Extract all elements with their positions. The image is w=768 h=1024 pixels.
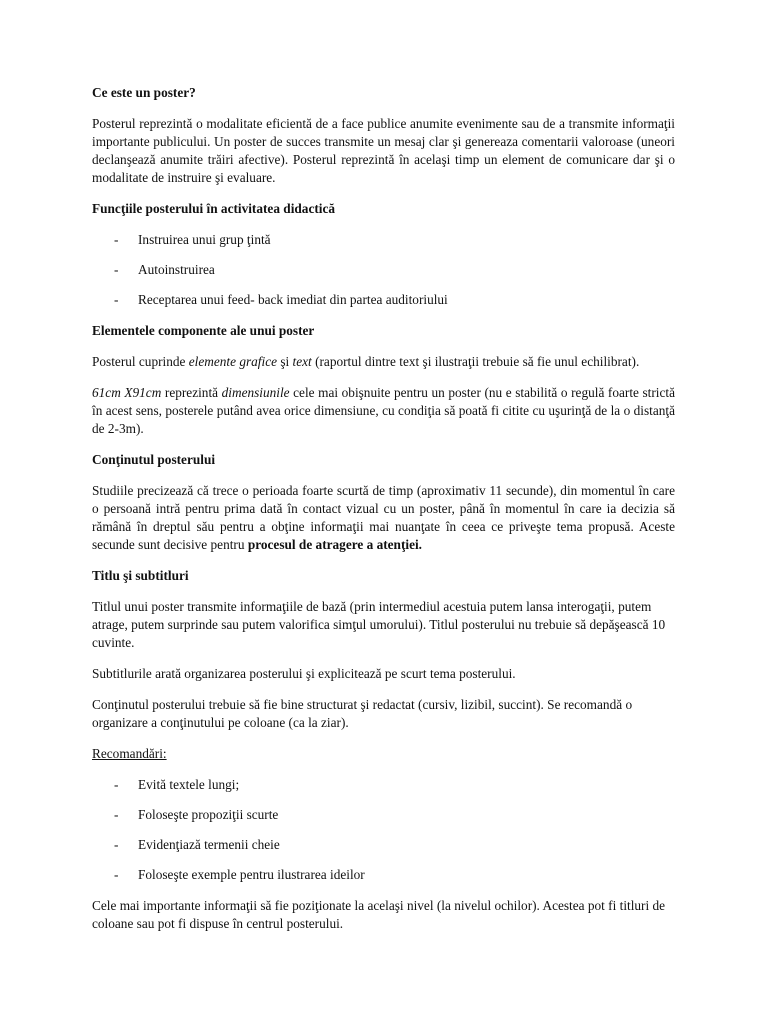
paragraph-poster-definition: Posterul reprezintă o modalitate eficientă de a face publice anumite evenimente sau de a transmite informaţii importante publicului. Un poster de succes transmite un mesaj clar şi genereaza comentarii valoroase (uneori declanşează anumite trăiri afective). Posterul reprezintă în acelaşi timp un element de comunicare dar şi o modalitate de instruire şi evaluare. [92,116,675,185]
emphasis-text: text [292,354,312,369]
functions-list [92,231,675,309]
heading-title-subtitles: Titlu şi subtitluri [92,568,189,583]
bold-attention-process: procesul de atragere a atenţiei. [247,537,422,552]
dash-bullet: - [114,232,119,247]
heading-poster-components: Elementele componente ale unui poster [92,323,315,338]
paragraph-eye-level: Cele mai importante informaţii să fie poziţionate la acelaşi nivel (la nivelul ochilor). Acestea pot fi titluri de coloane sau pot fi dispuse în centrul posterului. [92,898,666,931]
dash-bullet: - [114,837,119,852]
text-run: reprezintă [161,385,222,400]
dash-bullet: - [114,262,119,277]
recommendations-label [92,745,675,763]
list-item [92,231,675,249]
dash-bullet: - [114,777,119,792]
paragraph-title-info: Titlul unui poster transmite informaţiile de bază (prin intermediul acestuia putem lansa interogaţii, putem atrage, putem surprinde sau putem valorifica simţul umorului). Titlul posterului nu trebuie să depăşească 10 cuvinte. [92,599,666,650]
list-item-text: Autoinstruirea [138,262,215,277]
text-run: (raportul dintre text şi ilustraţii trebuie să fie unul echilibrat). [311,354,640,369]
underlined-label: Recomandări: [92,746,167,761]
list-item [92,291,675,309]
text-run: Posterul cuprinde [92,354,189,369]
emphasis-graphic-elements: elemente grafice [188,354,278,369]
text-run: şi [277,354,293,369]
text-run: Studiile precizează că trece o perioada foarte scurtă de timp (aproximativ 11 secunde), din momentul în care o persoană intră pentru prima dată în contact vizual cu un poster, până în momentul în care ia decizia să rămână în dreptul său pentru a obţine informaţii mai nuanţate în ceea ce priveşte tema propusă. Aceste secunde sunt decisive pentru [92,483,675,552]
dash-bullet: - [114,807,119,822]
list-item [92,866,675,884]
list-item-text: Receptarea unui feed- back imediat din partea auditoriului [138,292,448,307]
list-item [92,836,675,854]
list-item [92,261,675,279]
recommendations-list [92,776,675,884]
list-item-text: Foloseşte propoziţii scurte [138,807,279,822]
paragraph-poster-contents [92,353,675,371]
paragraph-subtitles: Subtitlurile arată organizarea posterului şi explicitează pe scurt tema posterului. [92,666,516,681]
dash-bullet: - [114,292,119,307]
emphasis-dimensions-value: 61cm X91cm [92,385,162,400]
paragraph-poster-dimensions [92,384,675,438]
list-item-text: Instruirea unui grup ţintă [138,232,271,247]
dash-bullet: - [114,867,119,882]
text-run: cele mai obişnuite pentru un poster (nu e stabilită o regulă foarte strictă în acest sens, posterele putând avea orice dimensiune, cu condiţia să poată fi citite cu uşurinţă de la o distanţă de 2-3m). [92,385,675,436]
heading-poster-content: Conţinutul posterului [92,452,216,467]
paragraph-structure: Conţinutul posterului trebuie să fie bine structurat şi redactat (cursiv, lizibil, succint). Se recomandă o organizare a conţinutului pe coloane (ca la ziar). [92,697,633,730]
list-item-text: Evidenţiază termenii cheie [138,837,280,852]
heading-what-is-poster: Ce este un poster? [92,85,196,100]
list-item [92,776,675,794]
heading-poster-functions: Funcţiile posterului în activitatea didactică [92,201,336,216]
paragraph-attention-seconds [92,482,675,554]
list-item [92,806,675,824]
list-item-text: Foloseşte exemple pentru ilustrarea ideilor [138,867,365,882]
list-item-text: Evită textele lungi; [138,777,240,792]
emphasis-dimensions-word: dimensiunile [221,385,290,400]
